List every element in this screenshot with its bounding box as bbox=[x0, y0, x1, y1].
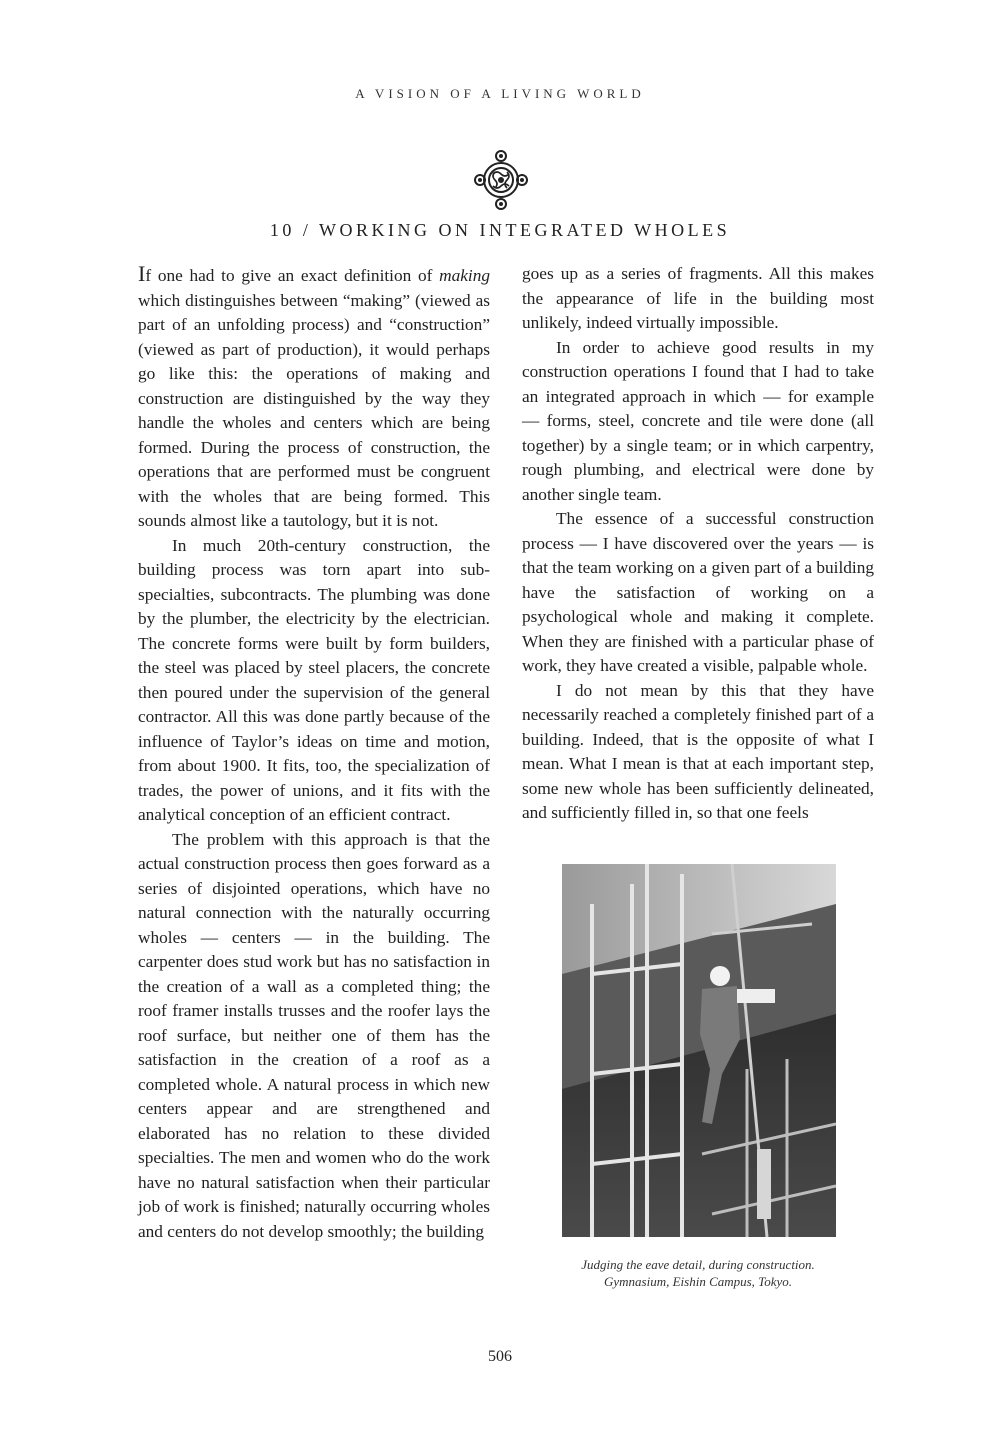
paragraph: I do not mean by this that they have necessarily reached a completely finished part of a building. Indeed, that is the opposite of what I mean. What I mean is that at each important step, some new whole has been sufficiently delineated, and sufficiently filled in, so that one feels bbox=[522, 680, 874, 822]
chapter-title: 10 / WORKING ON INTEGRATED WHOLES bbox=[269, 220, 731, 240]
figure-caption bbox=[522, 1256, 874, 1290]
paragraph: In order to achieve good results in my construction operations I found that I had to take an integrated approach in which — for example — forms, steel, concrete and tile were done (all together) by a single team; or in which carpentry, rough plumbing, and electrical were done by another single team. bbox=[522, 337, 874, 504]
page-number: 506 bbox=[488, 1348, 512, 1365]
caption-line: Gymnasium, Eishin Campus, Tokyo. bbox=[603, 1274, 793, 1289]
ornament-icon bbox=[472, 148, 530, 212]
right-column bbox=[522, 262, 874, 826]
running-head: A VISION OF A LIVING WORLD bbox=[355, 86, 645, 101]
drop-cap: I bbox=[138, 261, 146, 286]
paragraph: goes up as a series of fragments. All this makes the appearance of life in the building most unlikely, indeed virtually impossible. bbox=[522, 264, 874, 332]
paragraph: If one had to give an exact definition of making which distinguishes between “making” (viewed as part of an unfolding process) and “construction” (viewed as part of production), it would perhaps go like this: the operations of making and construction are distinguished by the way they handle the wholes and centers which are being formed. During the process of construction, the operations that are performed must be congruent with the wholes that are being formed. This sounds almost like a tautology, but it is not. bbox=[138, 261, 490, 530]
construction-photo bbox=[562, 864, 836, 1237]
paragraph: The essence of a successful construction process — I have discovered over the years — is that the team working on a given part of a building have the satisfaction of working on a psychological whole and making it complete. When they are finished with a particular phase of work, they have created a visible, palpable whole. bbox=[522, 509, 874, 675]
paragraph: The problem with this approach is that the actual construction process then goes forward as a series of disjointed operations, which have no natural connection with the naturally occurring wholes — centers — in the building. The carpenter does stud work but has no satisfaction in the creation of a wall as a completed thing; the roof framer installs trusses and the roofer lays the roof surface, but neither one of them has the satisfaction in the creation of a roof as a completed whole. A natural process in which new centers appear and are strengthened and elaborated has no relation to these divided specialties. The men and women who do the work have no natural satisfaction when their particular job of work is finished; naturally occurring wholes and centers do not develop smoothly; the building bbox=[138, 829, 490, 1241]
scaffolding-image bbox=[562, 864, 836, 1237]
caption-line: Judging the eave detail, during construction. bbox=[581, 1257, 815, 1272]
left-column bbox=[138, 262, 490, 1244]
emphasis: making bbox=[439, 266, 490, 285]
paragraph: In much 20th-century construction, the building process was torn apart into sub-specialties, subcontracts. The plumbing was done by the plumber, the electricity by the electrician. The concrete forms were built by form builders, the steel was placed by steel placers, the concrete then poured under the supervision of the general contractor. All this was done partly because of the influence of Taylor’s ideas on time and motion, from about 1900. It fits, too, the specialization of trades, the power of unions, and it fits with the analytical conception of an efficient contract. bbox=[138, 535, 490, 824]
